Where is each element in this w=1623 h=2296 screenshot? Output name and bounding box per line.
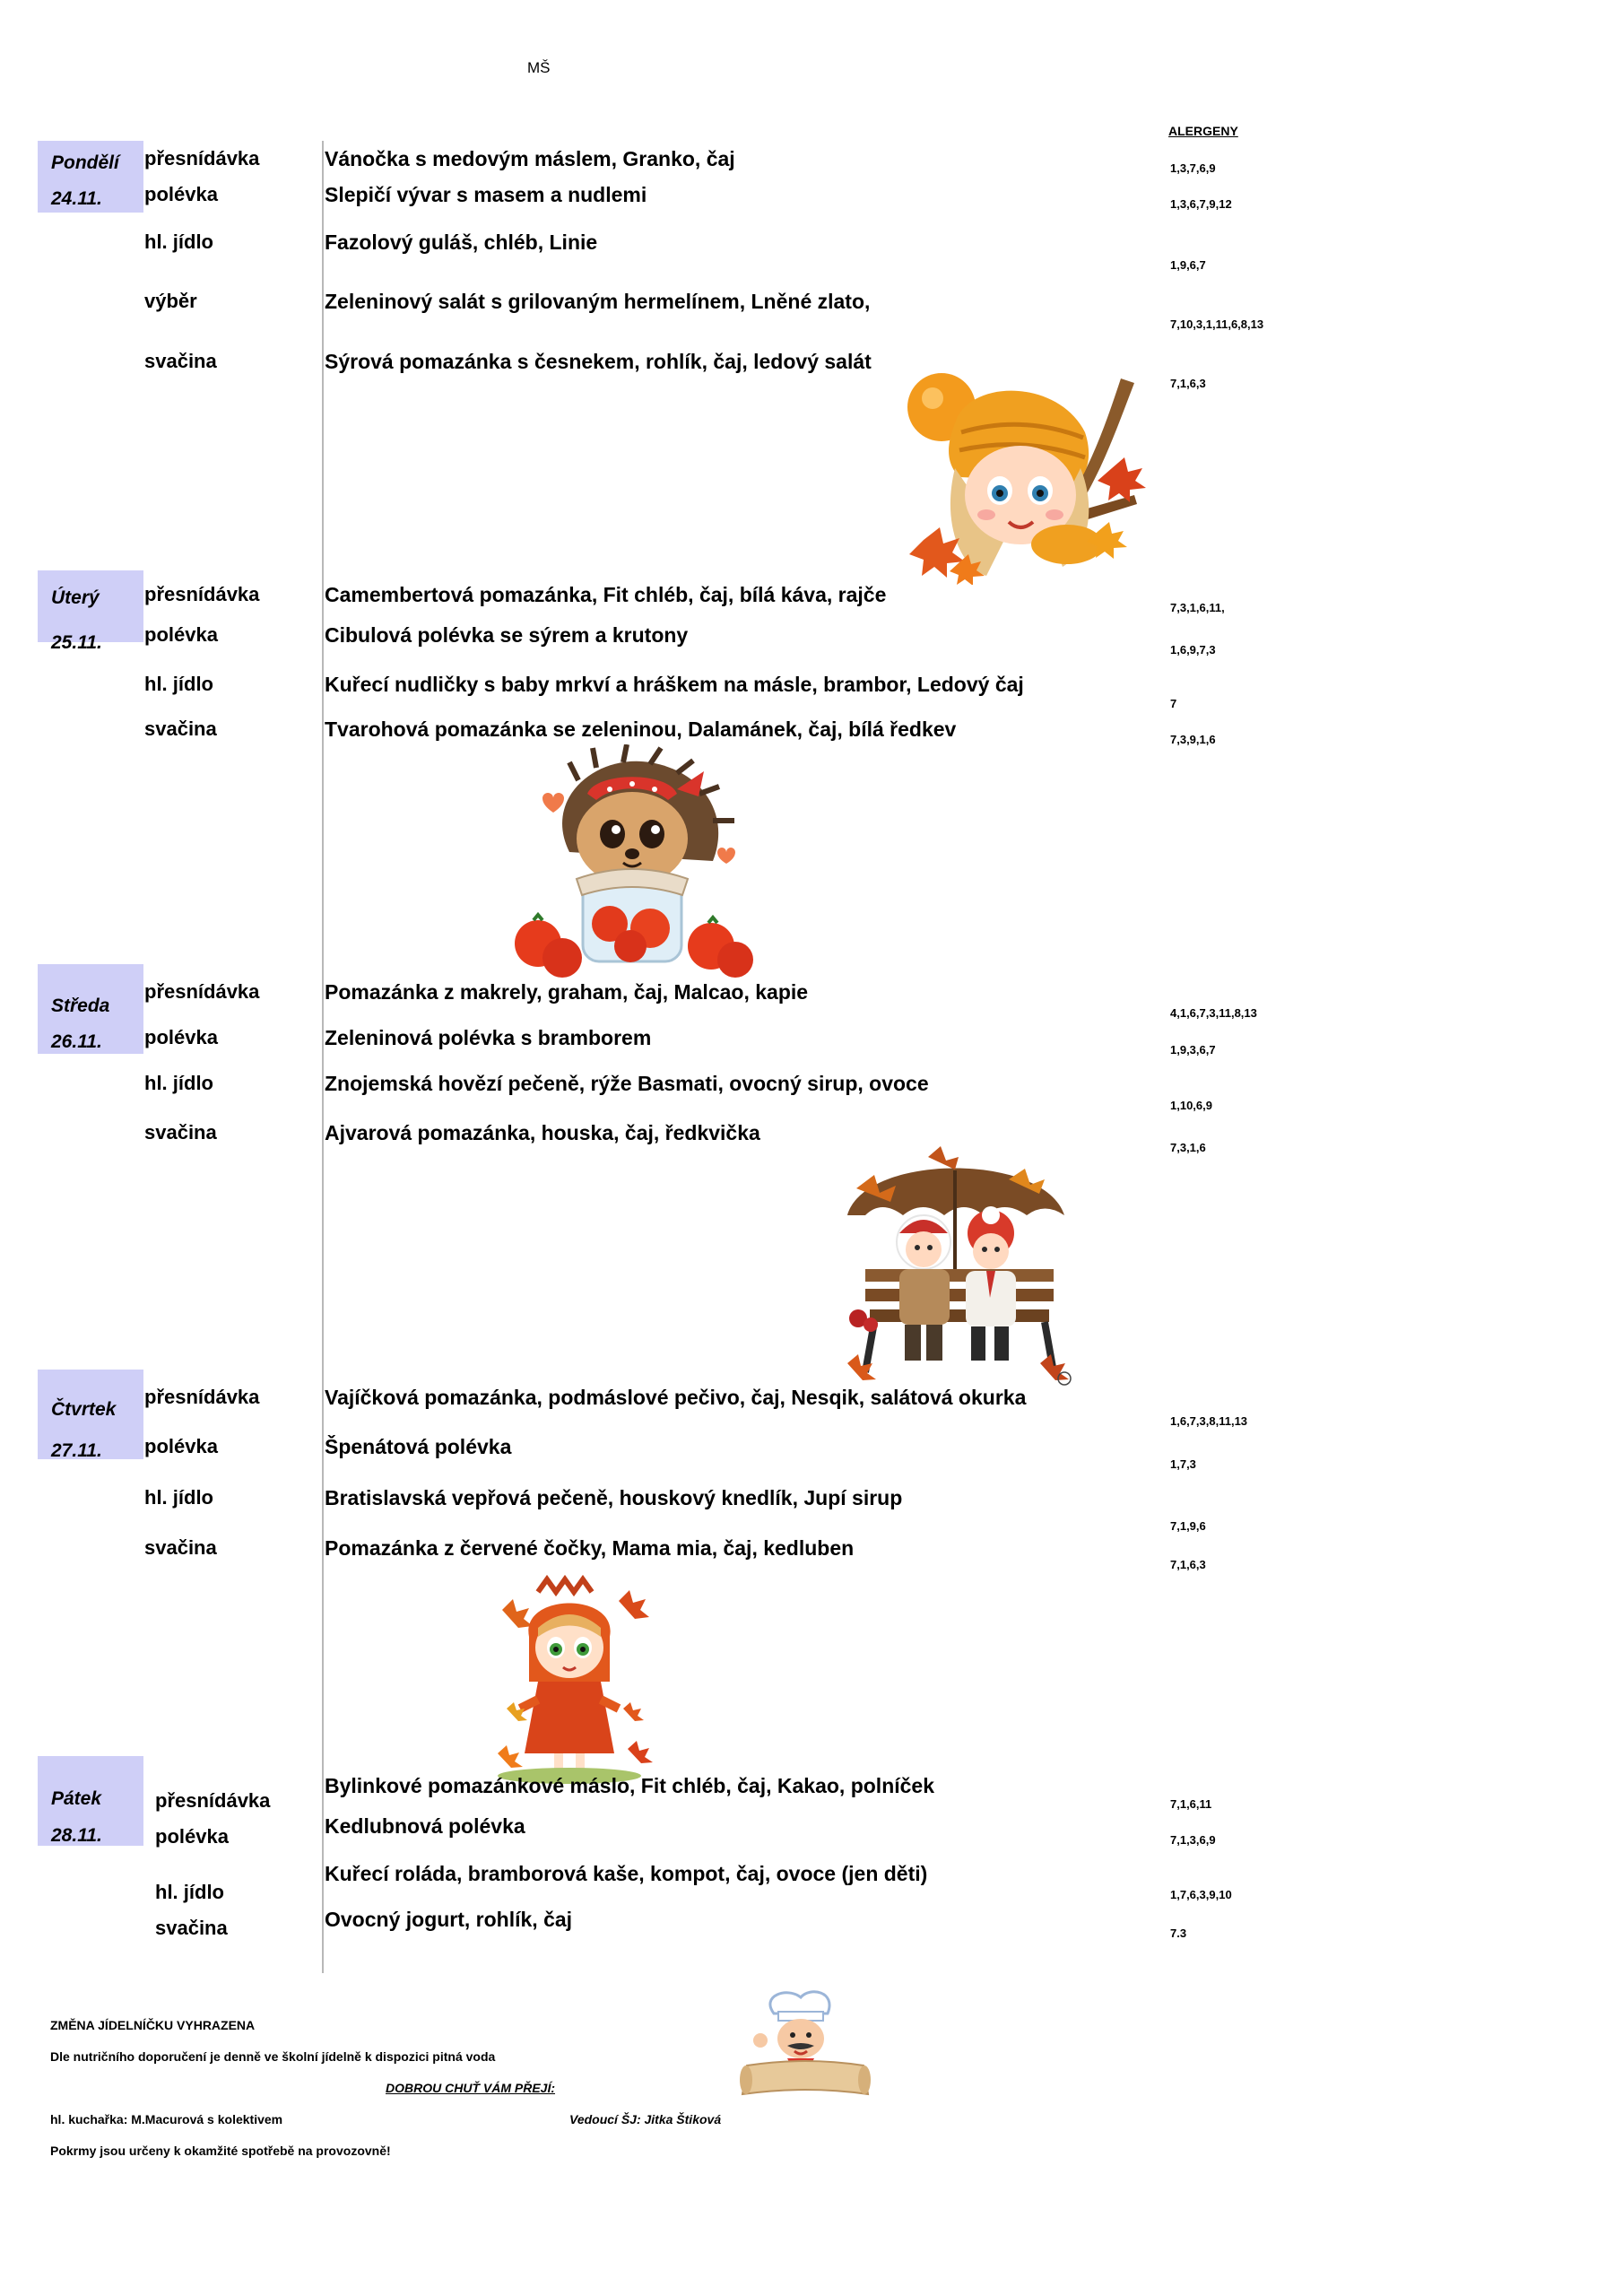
meal-text: Bylinkové pomazánkové máslo, Fit chléb, čaj, Kakao, polníček <box>325 1774 935 1797</box>
canteen-head: Vedoucí ŠJ: Jitka Štiková <box>569 2112 722 2126</box>
day-name: Čtvrtek <box>51 1399 117 1420</box>
meal-label: přesnídávka <box>155 1789 271 1812</box>
meal-allergens: 1,7,6,3,9,10 <box>1170 1888 1232 1901</box>
day-name: Pátek <box>51 1788 102 1809</box>
change-notice: ZMĚNA JÍDELNÍČKU VYHRAZENA <box>50 2018 256 2032</box>
meal-label: hl. jídlo <box>155 1881 224 1903</box>
water-notice: Dle nutričního doporučení je denně ve školní jídelně k dispozici pitná voda <box>50 2049 496 2064</box>
meal-text: Camembertová pomazánka, Fit chléb, čaj, bílá káva, rajče <box>325 583 887 606</box>
meal-allergens: 1,3,6,7,9,12 <box>1170 197 1232 211</box>
meal-label: hl. jídlo <box>144 673 213 695</box>
meal-text: Zeleninový salát s grilovaným hermelínem, Lněné zlato, <box>325 290 871 313</box>
meal-allergens: 7,1,9,6 <box>1170 1519 1206 1533</box>
meal-label: polévka <box>144 1026 218 1048</box>
day-name: Středa <box>51 996 110 1016</box>
meal-allergens: 7.3 <box>1170 1926 1187 1940</box>
meal-allergens: 7,1,6,11 <box>1170 1797 1212 1811</box>
meal-label: výběr <box>144 290 197 312</box>
meal-text: Tvarohová pomazánka se zeleninou, Dalamánek, čaj, bílá ředkev <box>325 718 957 741</box>
meal-allergens: 7 <box>1170 697 1177 710</box>
hedgehog-illustration <box>507 744 767 979</box>
children-bench-illustration <box>829 1117 1081 1386</box>
meal-text: Vánočka s medovým máslem, Granko, čaj <box>325 147 735 170</box>
day-date: 24.11. <box>51 188 102 209</box>
meal-text: Pomazánka z makrely, graham, čaj, Malcao, kapie <box>325 980 809 1004</box>
meal-label: hl. jídlo <box>144 1072 213 1094</box>
meal-label: polévka <box>144 623 218 646</box>
meal-allergens: 7,3,1,6,11, <box>1170 601 1225 614</box>
meal-text: Kedlubnová polévka <box>325 1814 525 1838</box>
greeting: DOBROU CHUŤ VÁM PŘEJÍ: <box>386 2081 556 2095</box>
meal-text: Ovocný jogurt, rohlík, čaj <box>325 1908 573 1931</box>
day-date: 28.11. <box>51 1825 102 1846</box>
meal-text: Sýrová pomazánka s česnekem, rohlík, čaj, ledový salát <box>325 350 872 373</box>
chef-illustration <box>733 1987 877 2099</box>
meal-label: přesnídávka <box>144 583 260 605</box>
day-date: 27.11. <box>51 1440 102 1461</box>
meal-label: přesnídávka <box>144 147 260 170</box>
meal-text: Zeleninová polévka s bramborem <box>325 1026 652 1049</box>
consumption-notice: Pokrmy jsou určeny k okamžité spotřebě na provozovně! <box>50 2144 391 2158</box>
meal-text: Vajíčková pomazánka, podmáslové pečivo, čaj, Nesqik, salátová okurka <box>325 1386 1027 1409</box>
meal-allergens: 7,3,1,6 <box>1170 1141 1206 1154</box>
meal-allergens: 7,1,6,3 <box>1170 1558 1206 1571</box>
meal-label: polévka <box>144 1435 218 1457</box>
meal-label: svačina <box>144 1536 217 1559</box>
meal-allergens: 7,3,9,1,6 <box>1170 733 1216 746</box>
meal-text: Špenátová polévka <box>325 1435 512 1458</box>
meal-allergens: 1,9,3,6,7 <box>1170 1043 1216 1057</box>
meal-label: svačina <box>144 350 217 372</box>
allergens-title: ALERGENY <box>1168 124 1238 138</box>
day-date: 26.11. <box>51 1031 102 1052</box>
meal-label: polévka <box>155 1825 229 1848</box>
meal-text: Znojemská hovězí pečeně, rýže Basmati, ovocný sirup, ovoce <box>325 1072 929 1095</box>
meal-text: Cibulová polévka se sýrem a krutony <box>325 623 689 647</box>
meal-label: přesnídávka <box>144 980 260 1003</box>
meal-text: Kuřecí nudličky s baby mrkví a hráškem na másle, brambor, Ledový čaj <box>325 673 1024 696</box>
meal-label: přesnídávka <box>144 1386 260 1408</box>
day-name: Pondělí <box>51 152 119 173</box>
meal-label: polévka <box>144 183 218 205</box>
autumn-girl-illustration <box>906 361 1148 585</box>
meal-text: Slepičí vývar s masem a nudlemi <box>325 183 647 206</box>
meal-text: Fazolový guláš, chléb, Linie <box>325 230 598 254</box>
meal-text: Bratislavská vepřová pečeně, houskový knedlík, Jupí sirup <box>325 1486 903 1509</box>
meal-allergens: 7,10,3,1,11,6,8,13 <box>1170 317 1264 331</box>
meal-allergens: 1,10,6,9 <box>1170 1099 1212 1112</box>
meal-label: hl. jídlo <box>144 230 213 253</box>
meal-label: hl. jídlo <box>144 1486 213 1509</box>
head-cook: hl. kuchařka: M.Macurová s kolektivem <box>50 2112 283 2126</box>
meal-allergens: 1,3,7,6,9 <box>1170 161 1216 175</box>
meal-allergens: 1,6,7,3,8,11,13 <box>1170 1414 1248 1428</box>
meal-allergens: 4,1,6,7,3,11,8,13 <box>1170 1006 1257 1020</box>
meal-text: Kuřecí roláda, bramborová kaše, kompot, čaj, ovoce (jen děti) <box>325 1862 928 1885</box>
day-name: Úterý <box>51 587 100 608</box>
meal-allergens: 1,9,6,7 <box>1170 258 1206 272</box>
meal-label: svačina <box>144 718 217 740</box>
meal-text: Pomazánka z červené čočky, Mama mia, čaj, kedluben <box>325 1536 855 1560</box>
meal-label: svačina <box>155 1917 228 1939</box>
column-divider <box>322 141 324 1973</box>
day-date: 25.11. <box>51 632 102 653</box>
meal-allergens: 1,6,9,7,3 <box>1170 643 1216 657</box>
meal-allergens: 7,1,3,6,9 <box>1170 1833 1216 1847</box>
leaf-girl-illustration <box>484 1574 655 1785</box>
header-tag: MŠ <box>527 59 551 76</box>
meal-allergens: 1,7,3 <box>1170 1457 1196 1471</box>
meal-text: Ajvarová pomazánka, houska, čaj, ředkvička <box>325 1121 760 1144</box>
meal-allergens: 7,1,6,3 <box>1170 377 1206 390</box>
meal-label: svačina <box>144 1121 217 1144</box>
